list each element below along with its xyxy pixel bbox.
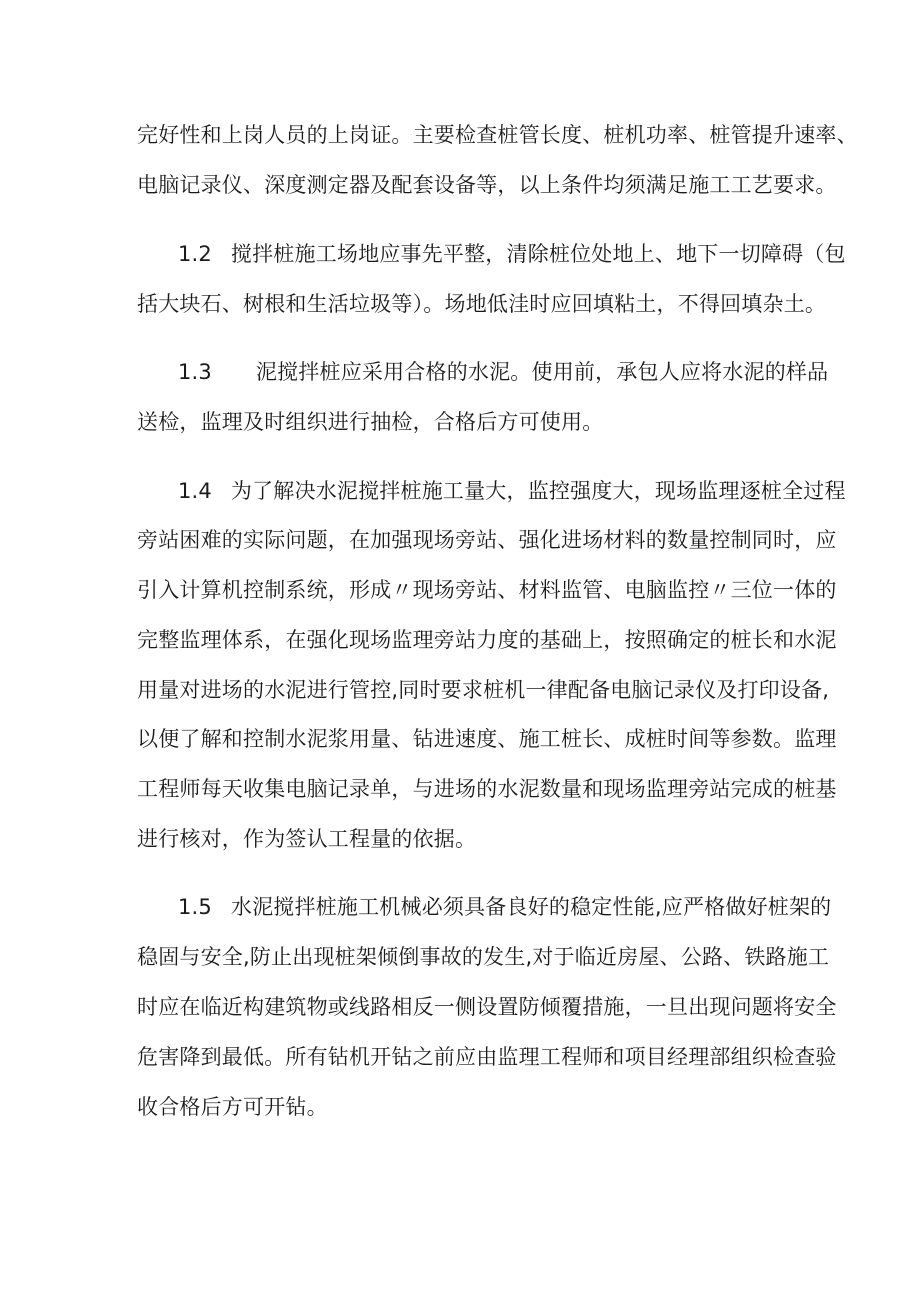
paragraph-1-3-line-2: 送检，监理及时组织进行抽检，合格后方可使用。 (137, 410, 604, 434)
paragraph-1-4-first-line (178, 477, 846, 505)
intro-line-2: 电脑记录仪、深度测定器及配套设备等，以上条件均须满足施工工艺要求。 (137, 173, 837, 197)
paragraph-text: 搅拌桩施工场地应事先平整，清除桩位处地上、地下一切障碍（包 (230, 242, 846, 266)
paragraph-number: 1.2 (178, 242, 212, 266)
paragraph-number: 1.3 (178, 360, 212, 384)
paragraph-1-5-line-2: 稳固与安全,防止出现桩架倾倒事故的发生,对于临近房屋、公路、铁路施工 (137, 945, 830, 969)
paragraph-1-5-line-4: 危害降到最低。所有钻机开钻之前应由监理工程师和项目经理部组织检查验 (137, 1045, 837, 1069)
paragraph-1-4-line-8: 进行核对，作为签认工程量的依据。 (137, 827, 477, 851)
paragraph-text: 为了解决水泥搅拌桩施工量大，监控强度大，现场监理逐桩全过程 (230, 479, 846, 503)
paragraph-number: 1.5 (178, 895, 212, 919)
paragraph-1-2-first-line (178, 240, 846, 268)
paragraph-1-5-line-3: 时应在临近构建筑物或线路相反一侧设置防倾覆措施，一旦出现问题将安全 (137, 995, 837, 1019)
paragraph-text: 水泥搅拌桩施工机械必须具备良好的稳定性能,应严格做好桩架的 (230, 895, 832, 919)
paragraph-1-4-line-6: 以便了解和控制水泥浆用量、钻进速度、施工桩长、成桩时间等参数。监理 (137, 727, 837, 751)
paragraph-1-3-first-line (178, 358, 828, 386)
paragraph-1-4-line-7: 工程师每天收集电脑记录单，与进场的水泥数量和现场监理旁站完成的桩基 (137, 777, 837, 801)
intro-line-1: 完好性和上岗人员的上岗证。主要检查桩管长度、桩机功率、桩管提升速率、 (137, 123, 858, 147)
paragraph-1-4-line-5: 用量对进场的水泥进行管控,同时要求桩机一律配备电脑记录仪及打印设备, (137, 678, 830, 702)
paragraph-1-5-line-5: 收合格后方可开钻。 (137, 1095, 328, 1119)
paragraph-1-4-line-3: 引入计算机控制系统，形成〃现场旁站、材料监管、电脑监控〃三位一体的 (137, 578, 837, 602)
paragraph-1-4-line-2: 旁站困难的实际问题，在加强现场旁站、强化进场材料的数量控制同时，应 (137, 528, 837, 552)
paragraph-1-5-first-line (178, 893, 831, 921)
paragraph-1-2-line-2: 括大块石、树根和生活垃圾等）。场地低洼时应回填粘土，不得回填杂土。 (137, 292, 827, 316)
paragraph-1-4-line-4: 完整监理体系，在强化现场监理旁站力度的基础上，按照确定的桩长和水泥 (137, 628, 837, 652)
paragraph-number: 1.4 (178, 479, 212, 503)
paragraph-text: 泥搅拌桩应采用合格的水泥。使用前，承包人应将水泥的样品 (255, 360, 829, 384)
